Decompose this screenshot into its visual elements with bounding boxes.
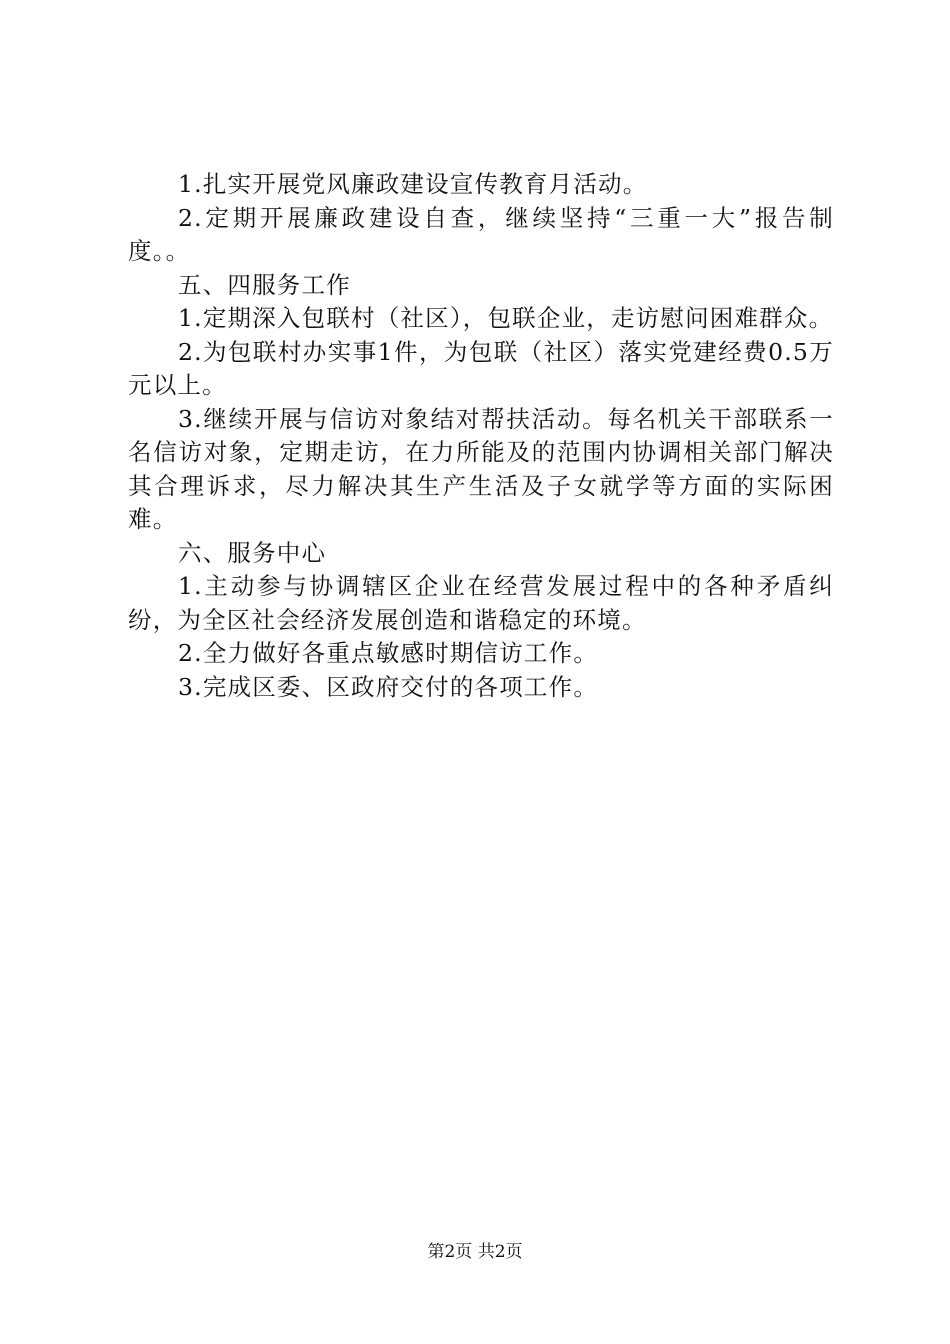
page-footer: 第2页 共2页: [427, 1242, 523, 1262]
paragraph-item-4: 2.为包联村办实事1件，为包联（社区）落实党建经费0.5万元以上。: [128, 337, 834, 399]
document-body: [128, 168, 834, 704]
paragraph-item-3: 1.定期深入包联村（社区），包联企业，走访慰问困难群众。: [178, 304, 834, 332]
paragraph-item-5: 3.继续开展与信访对象结对帮扶活动。每名机关干部联系一名信访对象，定期走访，在力所能及的范围内协调相关部门解决其合理诉求，尽力解决其生产生活及子女就学等方面的实际困难。: [128, 404, 834, 533]
paragraph-item-2: 2.定期开展廉政建设自查，继续坚持“三重一大”报告制度。。: [128, 203, 834, 265]
paragraph-item-6: 1.主动参与协调辖区企业在经营发展过程中的各种矛盾纠纷，为全区社会经济发展创造和谐稳定的环境。: [128, 572, 834, 634]
paragraph-item-8: 3.完成区委、区政府交付的各项工作。: [178, 672, 599, 701]
paragraph-item-7: 2.全力做好各重点敏感时期信访工作。: [178, 639, 599, 667]
paragraph-item-1: 1.扎实开展党风廉政建设宣传教育月活动。: [178, 170, 648, 198]
section-heading-six: 六、服务中心: [178, 538, 327, 567]
section-heading-five: 五、四服务工作: [178, 270, 351, 299]
